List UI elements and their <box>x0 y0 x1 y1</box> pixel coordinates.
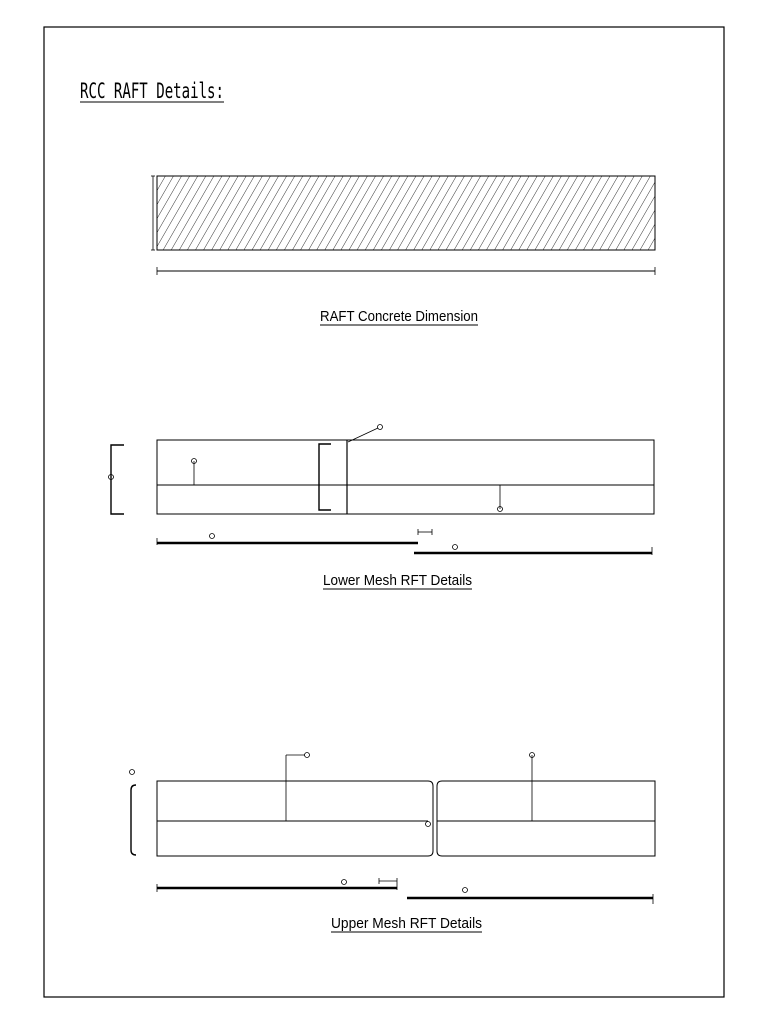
raft-concrete-section <box>151 176 655 325</box>
upper-mesh-caption: Upper Mesh RFT Details <box>331 916 482 932</box>
bar-mark-circle <box>210 534 215 539</box>
bar-mark-circle <box>453 545 458 550</box>
lower-side-bar-shape <box>111 445 124 514</box>
sheet-border <box>44 27 724 997</box>
lower-mesh-caption: Lower Mesh RFT Details <box>323 573 472 589</box>
bar-mark-circle <box>426 822 431 827</box>
upper-side-bar-shape <box>131 785 136 855</box>
raft-concrete-caption: RAFT Concrete Dimension <box>320 309 478 325</box>
bar-mark-circle <box>378 425 383 430</box>
bar-mark-circle <box>342 880 347 885</box>
bar-mark-circle <box>305 753 310 758</box>
bar-mark-circle <box>463 888 468 893</box>
bar-mark-circle <box>130 770 135 775</box>
upper-raft-outline-left <box>157 781 433 856</box>
lower-lap-bracket-left <box>319 444 331 510</box>
upper-mesh-section <box>130 753 656 933</box>
lower-raft-outline <box>157 440 654 514</box>
sheet-title: RCC RAFT Details: <box>80 79 224 103</box>
lower-mesh-section <box>109 425 655 590</box>
hatched-raft-slab <box>157 176 655 250</box>
upper-raft-outline-right <box>437 781 655 856</box>
